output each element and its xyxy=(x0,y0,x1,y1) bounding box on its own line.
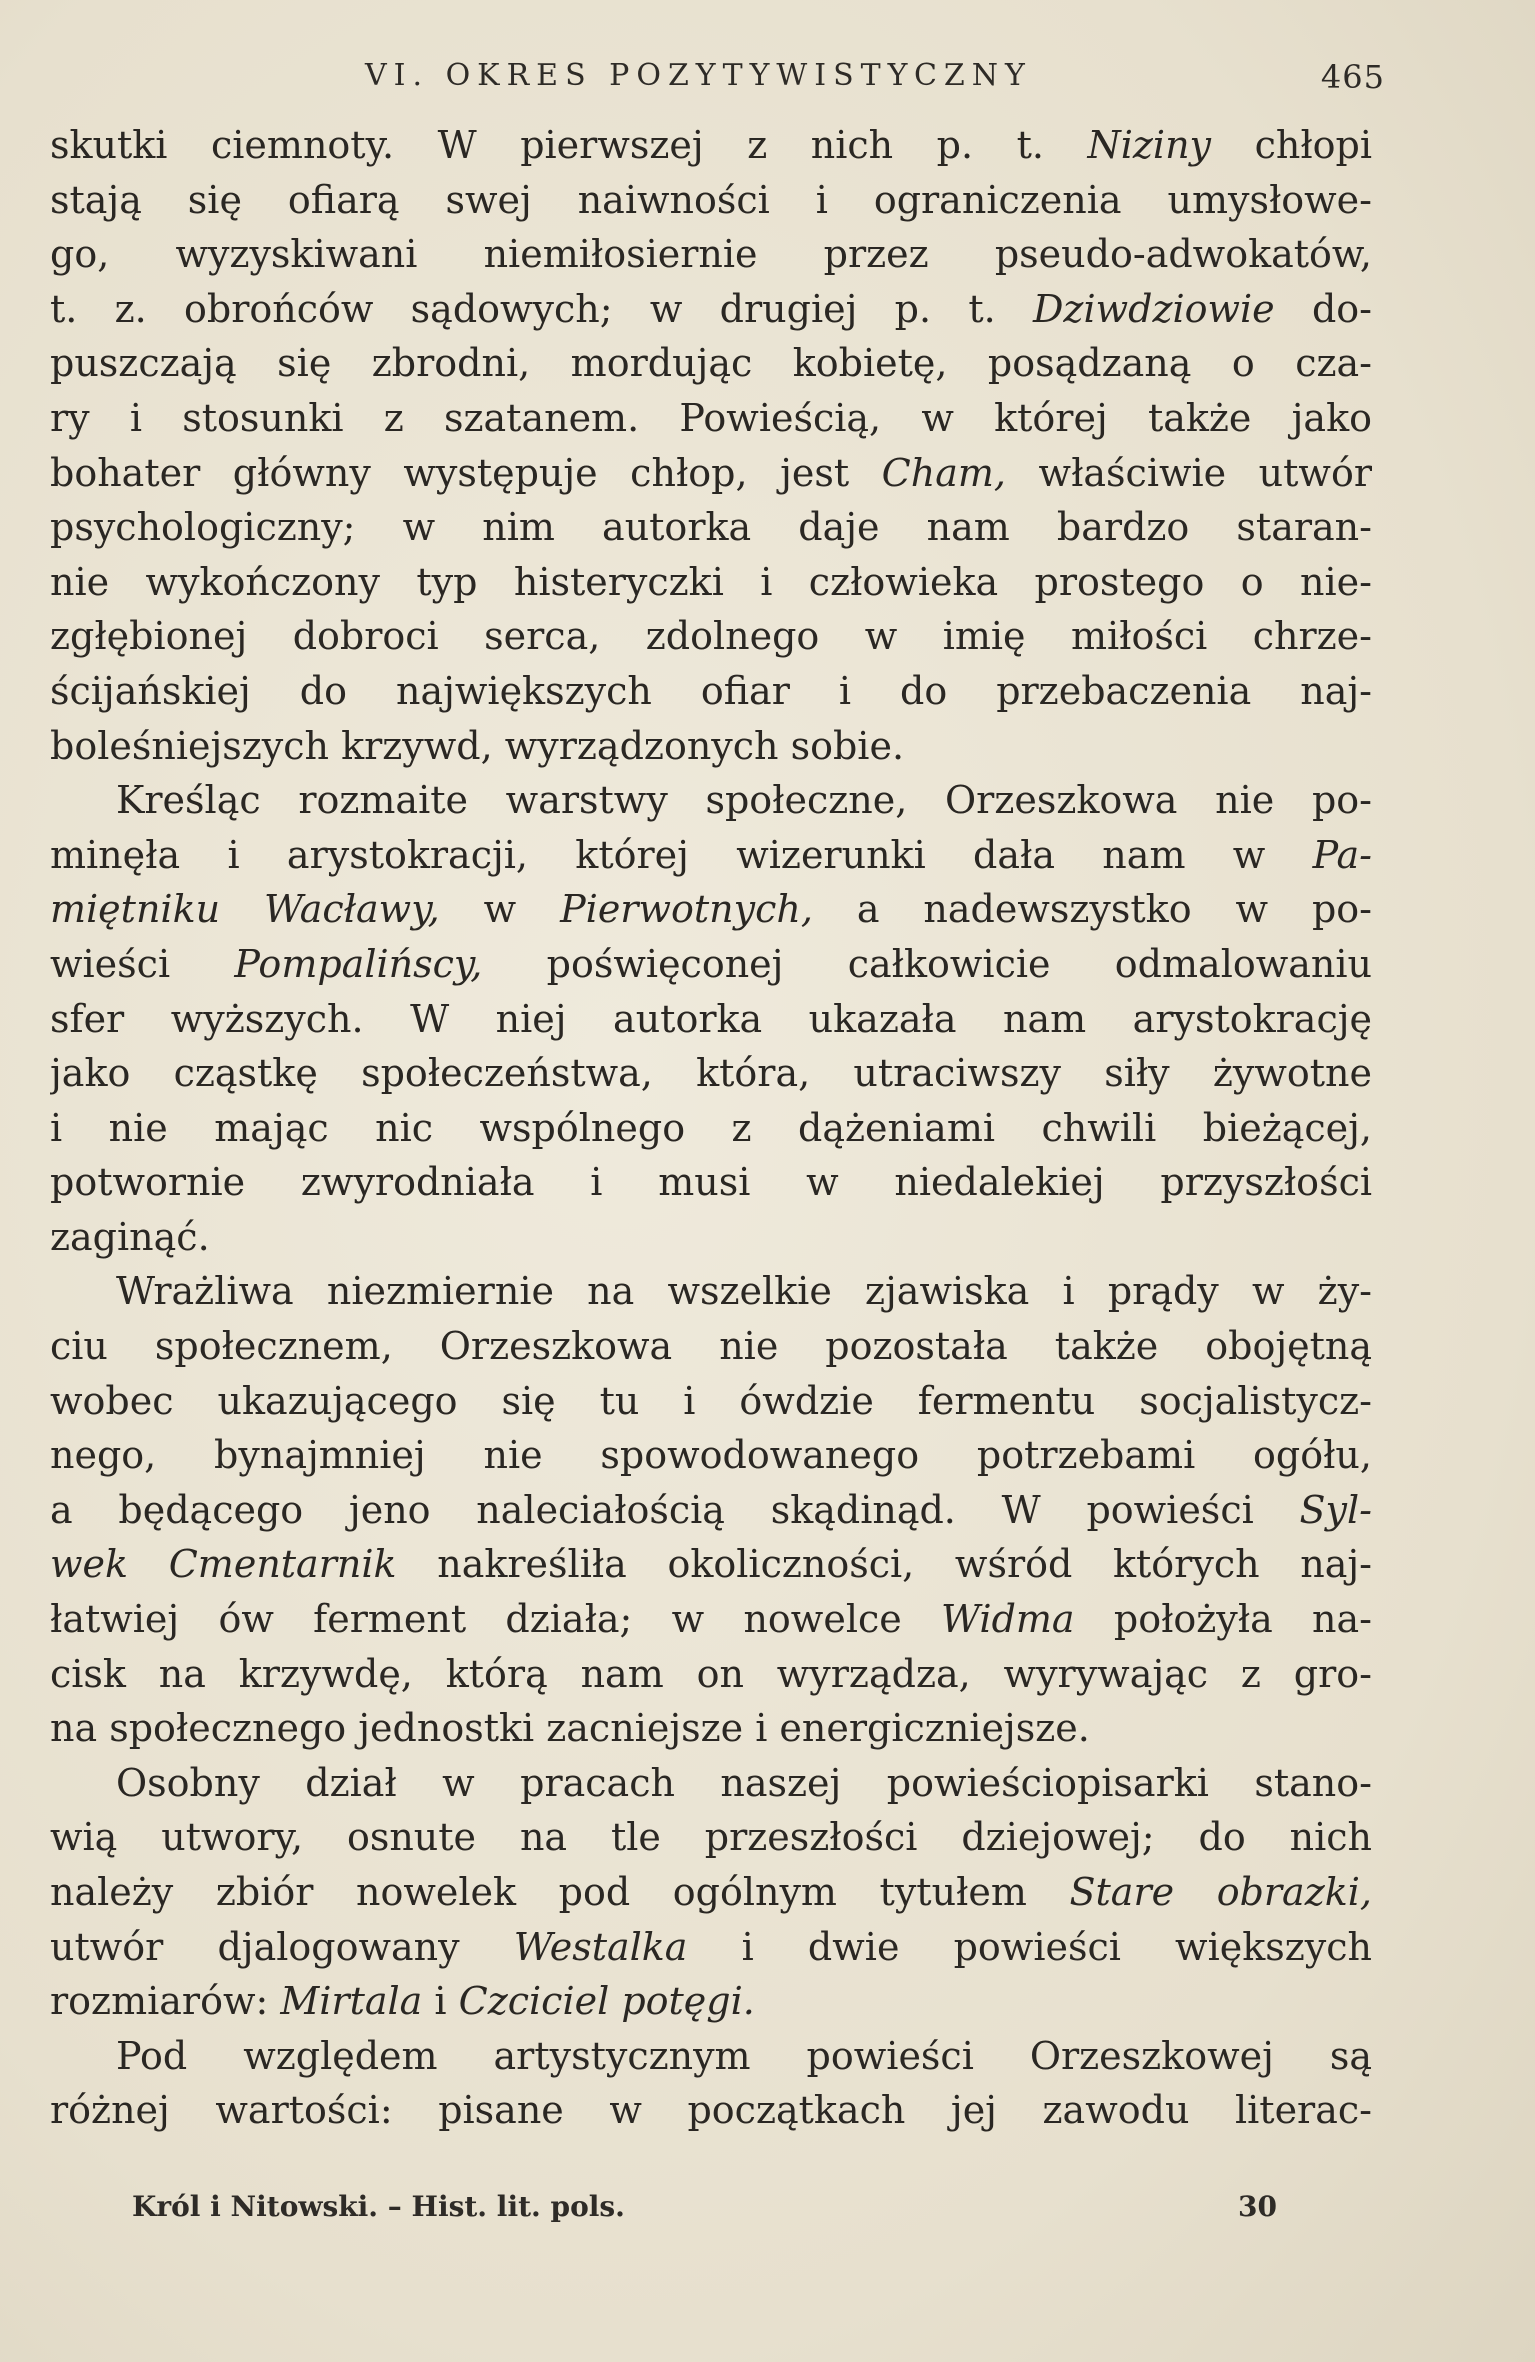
text-segment: chłopi xyxy=(1211,123,1372,167)
text-line xyxy=(50,1374,1372,1429)
text-line xyxy=(50,1974,1372,2029)
text-line xyxy=(50,1865,1372,1920)
text-segment: należy zbiór nowelek pod ogólnym tytułem xyxy=(50,1870,1070,1914)
text-segment: a nadewszystko w po- xyxy=(812,887,1372,932)
text-segment: psychologiczny; w nim autorka daje nam bardzo staran- xyxy=(50,505,1372,550)
text-segment: nego, bynajmniej nie spowodowanego potrzebami ogółu, xyxy=(50,1433,1372,1478)
text-line xyxy=(50,500,1372,555)
text-segment: stają się ofiarą swej naiwności i ograniczenia umysłowe- xyxy=(50,177,1372,222)
text-line xyxy=(50,1920,1372,1975)
text-segment: wią utwory, osnute na tle przeszłości dziejowej; do nich xyxy=(50,1815,1372,1860)
text-segment: wobec ukazującego się tu i ówdzie fermentu socjalistycz- xyxy=(50,1378,1372,1423)
italic-title: Mirtala xyxy=(280,1979,423,2024)
text-segment: nie wykończony typ histeryczki i człowieka prostego o nie- xyxy=(50,559,1372,604)
text-segment: nakreśliła okoliczności, wśród których naj- xyxy=(396,1542,1372,1587)
text-segment: rozmiarów: xyxy=(50,1979,281,2024)
text-line xyxy=(50,1101,1372,1156)
text-line xyxy=(50,1483,1372,1538)
text-line xyxy=(50,173,1372,228)
italic-title: wek Cmentarnik xyxy=(50,1542,397,1587)
text-line xyxy=(50,227,1372,282)
running-header xyxy=(365,58,1385,102)
text-line xyxy=(50,1647,1372,1702)
body-text xyxy=(50,118,1372,2138)
text-line xyxy=(50,1592,1372,1647)
text-segment: w xyxy=(439,887,561,932)
text-segment: utwór djalogowany xyxy=(50,1924,514,1969)
text-segment: potwornie zwyrodniała i musi w niedalekiej przyszłości xyxy=(50,1160,1372,1205)
text-segment: boleśniejszych krzywd, wyrządzonych sobie. xyxy=(50,723,905,768)
text-line xyxy=(50,118,1372,173)
text-line xyxy=(50,719,1372,774)
text-line xyxy=(50,336,1372,391)
text-segment: ry i stosunki z szatanem. Powieścią, w której także jako xyxy=(50,395,1372,440)
text-segment: jako cząstkę społeczeństwa, która, utraciwszy siły żywotne xyxy=(50,1051,1372,1096)
text-line xyxy=(50,2083,1372,2138)
text-line xyxy=(50,1264,1372,1319)
italic-title: Niziny xyxy=(1087,123,1212,167)
text-segment: różnej wartości: pisane w początkach jej zawodu literac- xyxy=(50,2088,1372,2133)
section-title: VI. OKRES POZYTYWISTYCZNY xyxy=(365,58,1032,93)
italic-title: Pierwotnych, xyxy=(560,887,813,932)
page-number: 465 xyxy=(1320,58,1385,96)
italic-title: Cham, xyxy=(881,450,1006,495)
text-segment: skutki ciemnoty. W pierwszej z nich p. t. xyxy=(50,123,1088,167)
text-line xyxy=(50,1701,1372,1756)
italic-title: miętniku Wacławy, xyxy=(50,887,440,932)
text-line xyxy=(50,1155,1372,1210)
text-segment: wieści xyxy=(50,941,235,986)
text-line xyxy=(50,773,1372,828)
text-segment: ścijańskiej do największych ofiar i do przebaczenia naj- xyxy=(50,668,1372,713)
text-line xyxy=(50,446,1372,501)
text-segment: cisk na krzywdę, którą nam on wyrządza, wyrywając z gro- xyxy=(50,1651,1372,1696)
text-segment: Pod względem artystycznym powieści Orzeszkowej są xyxy=(116,2033,1372,2078)
text-segment: a będącego jeno naleciałością skądinąd. W powieści xyxy=(50,1487,1300,1532)
text-segment: łatwiej ów ferment działa; w nowelce xyxy=(50,1597,942,1642)
text-line xyxy=(50,937,1372,992)
text-segment: t. z. obrońców sądowych; w drugiej p. t. xyxy=(50,286,1033,331)
text-line xyxy=(50,391,1372,446)
text-line xyxy=(50,282,1372,337)
italic-title: Dziwdziowie xyxy=(1032,286,1275,331)
text-line xyxy=(50,1319,1372,1374)
text-line xyxy=(50,992,1372,1047)
text-segment: ciu społecznem, Orzeszkowa nie pozostała także obojętną xyxy=(50,1324,1372,1369)
text-segment: Wrażliwa niezmiernie na wszelkie zjawiska i prądy w ży- xyxy=(116,1269,1372,1314)
text-segment: i xyxy=(422,1979,459,2024)
text-line xyxy=(50,1756,1372,1811)
text-line xyxy=(50,609,1372,664)
text-segment: na społecznego jednostki zacniejsze i energiczniejsze. xyxy=(50,1706,1090,1751)
italic-title: Syl- xyxy=(1299,1487,1372,1532)
italic-title: Westalka xyxy=(513,1924,688,1969)
text-segment: Osobny dział w pracach naszej powieściopisarki stano- xyxy=(116,1760,1372,1805)
text-line xyxy=(50,828,1372,883)
text-segment: go, wyzyskiwani niemiłosiernie przez pseudo-adwokatów, xyxy=(50,232,1372,277)
text-segment: Kreśląc rozmaite warstwy społeczne, Orzeszkowa nie po- xyxy=(116,778,1372,823)
italic-title: Czciciel potęgi. xyxy=(458,1979,755,2024)
text-line xyxy=(50,555,1372,610)
text-line xyxy=(50,882,1372,937)
text-segment: puszczają się zbrodni, mordując kobietę, posądzaną o cza- xyxy=(50,341,1372,386)
text-segment: i nie mając nic wspólnego z dążeniami chwili bieżącej, xyxy=(50,1105,1372,1150)
text-segment: położyła na- xyxy=(1074,1597,1372,1642)
text-line xyxy=(50,1046,1372,1101)
text-segment: zaginąć. xyxy=(50,1214,210,1259)
text-segment: zgłębionej dobroci serca, zdolnego w imię miłości chrze- xyxy=(50,614,1372,659)
text-segment: bohater główny występuje chłop, jest xyxy=(50,450,882,495)
text-segment: poświęconej całkowicie odmalowaniu xyxy=(482,941,1372,986)
text-line xyxy=(50,664,1372,719)
page-footer xyxy=(132,2190,1277,2230)
italic-title: Widma xyxy=(941,1597,1075,1642)
italic-title: Stare obrazki, xyxy=(1069,1870,1372,1914)
text-line xyxy=(50,1537,1372,1592)
italic-title: Pa- xyxy=(1312,832,1372,877)
signature-mark: 30 xyxy=(1238,2190,1277,2223)
text-segment: sfer wyższych. W niej autorka ukazała nam arystokrację xyxy=(50,996,1372,1041)
text-line xyxy=(50,1210,1372,1265)
italic-title: Pompalińscy, xyxy=(234,941,483,986)
text-segment: minęła i arystokracji, której wizerunki dała nam w xyxy=(50,832,1313,877)
text-line xyxy=(50,1810,1372,1865)
text-segment: i dwie powieści większych xyxy=(687,1924,1372,1969)
text-segment: do- xyxy=(1274,286,1372,331)
text-line xyxy=(50,1428,1372,1483)
footer-reference: Król i Nitowski. – Hist. lit. pols. xyxy=(132,2190,625,2223)
text-segment: właściwie utwór xyxy=(1006,450,1372,495)
text-line xyxy=(50,2029,1372,2084)
